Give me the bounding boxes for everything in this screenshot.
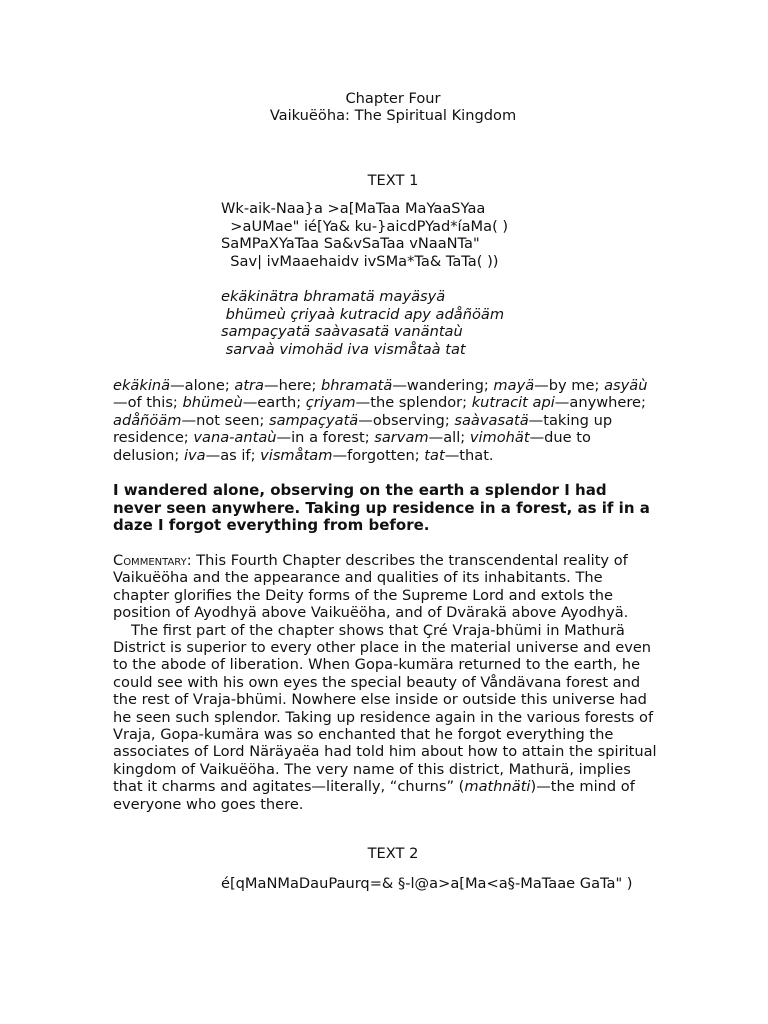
synonym-word: bhramatä [321,377,393,394]
text1-devanagari-verse [221,200,741,270]
commentary-paragraph [113,622,658,813]
commentary-label: Commentary: [113,552,192,569]
synonym-meaning: —taking up residence; [113,411,613,447]
commentary-paragraph [113,552,658,622]
synonym-meaning: —all; [428,429,470,447]
synonym-meaning: —anywhere; [554,394,646,412]
synonym-meaning: —here; [264,377,322,394]
synonym-meaning: —forgotten; [332,446,425,464]
verse-line: SaMPaXYaTaa Sa&vSaTaa vNaaNTa" [221,235,480,253]
synonym-word: kutracit api [471,394,555,412]
chapter-heading [0,90,768,125]
synonym-meaning: —due to delusion; [113,429,591,464]
commentary-term: mathnäti [464,778,531,796]
synonym-meaning: —in a forest; [276,429,375,447]
text2-heading: TEXT 2 [367,845,419,862]
text1-heading: TEXT 1 [367,172,419,189]
synonym-word: ekäkinä [113,377,171,394]
synonym-word: vimohät [469,429,530,447]
commentary-text: This Fourth Chapter describes the transcendental reality of Vaikuëöha and the appearance and qualities of its inhabitants. The chapter glorifies the Deity forms of the Supreme Lord and extols the position of Ayodhyä above Vaikuëöha, and of Dvärakä above Ayodhyä. [113,552,629,622]
commentary-text: )—the mind of everyone who goes there. [113,778,635,813]
synonym-word: sarvam [374,429,429,447]
text2-devanagari-verse [221,875,741,893]
synonyms-paragraph [113,377,658,464]
synonym-word: çriyam [305,394,356,412]
synonym-meaning: —observing; [358,411,455,429]
text1-transliteration [221,288,741,358]
synonym-word: adåñöäm [113,411,182,429]
translit-line: sampaçyatä saàvasatä vanäntaù [221,323,463,341]
verse-line: é[qMaNMaDauPaurq=& §-l@a>a[Ma<a§-MaTaae GaTa" ) [221,875,633,892]
synonym-word: atra [234,377,264,394]
synonym-meaning: —wandering; [392,377,494,394]
chapter-title: Chapter Four [345,90,441,107]
synonym-word: iva [183,446,206,464]
synonym-word: vismåtam [260,446,333,464]
synonym-word: tat [424,446,445,464]
synonym-word: mayä [493,377,535,394]
synonym-meaning: —of this; [113,394,183,412]
synonym-meaning: —as if; [205,446,261,464]
synonym-meaning: —not seen; [181,411,269,429]
chapter-subtitle: Vaikuëöha: The Spiritual Kingdom [269,107,517,125]
verse-line: Wk-aik-Naa}a >a[MaTaa MaYaaSYaa [221,200,486,217]
synonym-meaning: —that. [444,446,494,464]
synonym-meaning: —by me; [534,377,605,394]
synonym-meaning: —the splendor; [355,394,472,412]
translation-paragraph: I wandered alone, observing on the earth a splendor I had never seen anywhere. Taking up residence in a forest, as if in a daze I forgot everything from before. [113,481,650,535]
synonym-word: saàvasatä [454,411,529,429]
translit-line: sarvaà vimohäd iva vismåtaà tat [221,340,466,358]
verse-line: Sav| ivMaaehaidv ivSMa*Ta& TaTa( )) [221,252,499,270]
synonym-word: sampaçyatä [269,411,359,429]
synonym-word: vana-antaù [193,429,277,447]
commentary-text: The first part of the chapter shows that Çré Vraja-bhümi in Mathurä District is superior to every other place in the material universe and even to the abode of liberation. When Gopa-kumära returned to the earth, he could see with his own eyes the special beauty of Våndävana forest and the rest of Vraja-bhümi. Nowhere else inside or outside this universe had he seen such splendor. Taking up residence again in the various forests of Vraja, Gopa-kumära was so enchanted that he forgot everything the associates of Lord Näräyaëa had told him about how to attain the spiritual kingdom of Vaikuëöha. The very name of this district, Mathurä, implies that it charms and agitates—literally, “churns” ( [113,621,657,796]
translit-line: bhümeù çriyaà kutracid apy adåñöäm [221,305,505,323]
commentary-section [113,552,658,813]
synonym-word: bhümeù [182,394,243,412]
synonym-word: asyäù [604,377,648,394]
synonym-meaning: —alone; [170,377,235,394]
verse-line: >aUMae" ié[Ya& ku-}aicdPYad*íaMa( ) [221,217,509,235]
synonym-meaning: —earth; [242,394,306,412]
translit-line: ekäkinätra bhramatä mayäsyä [221,288,446,305]
